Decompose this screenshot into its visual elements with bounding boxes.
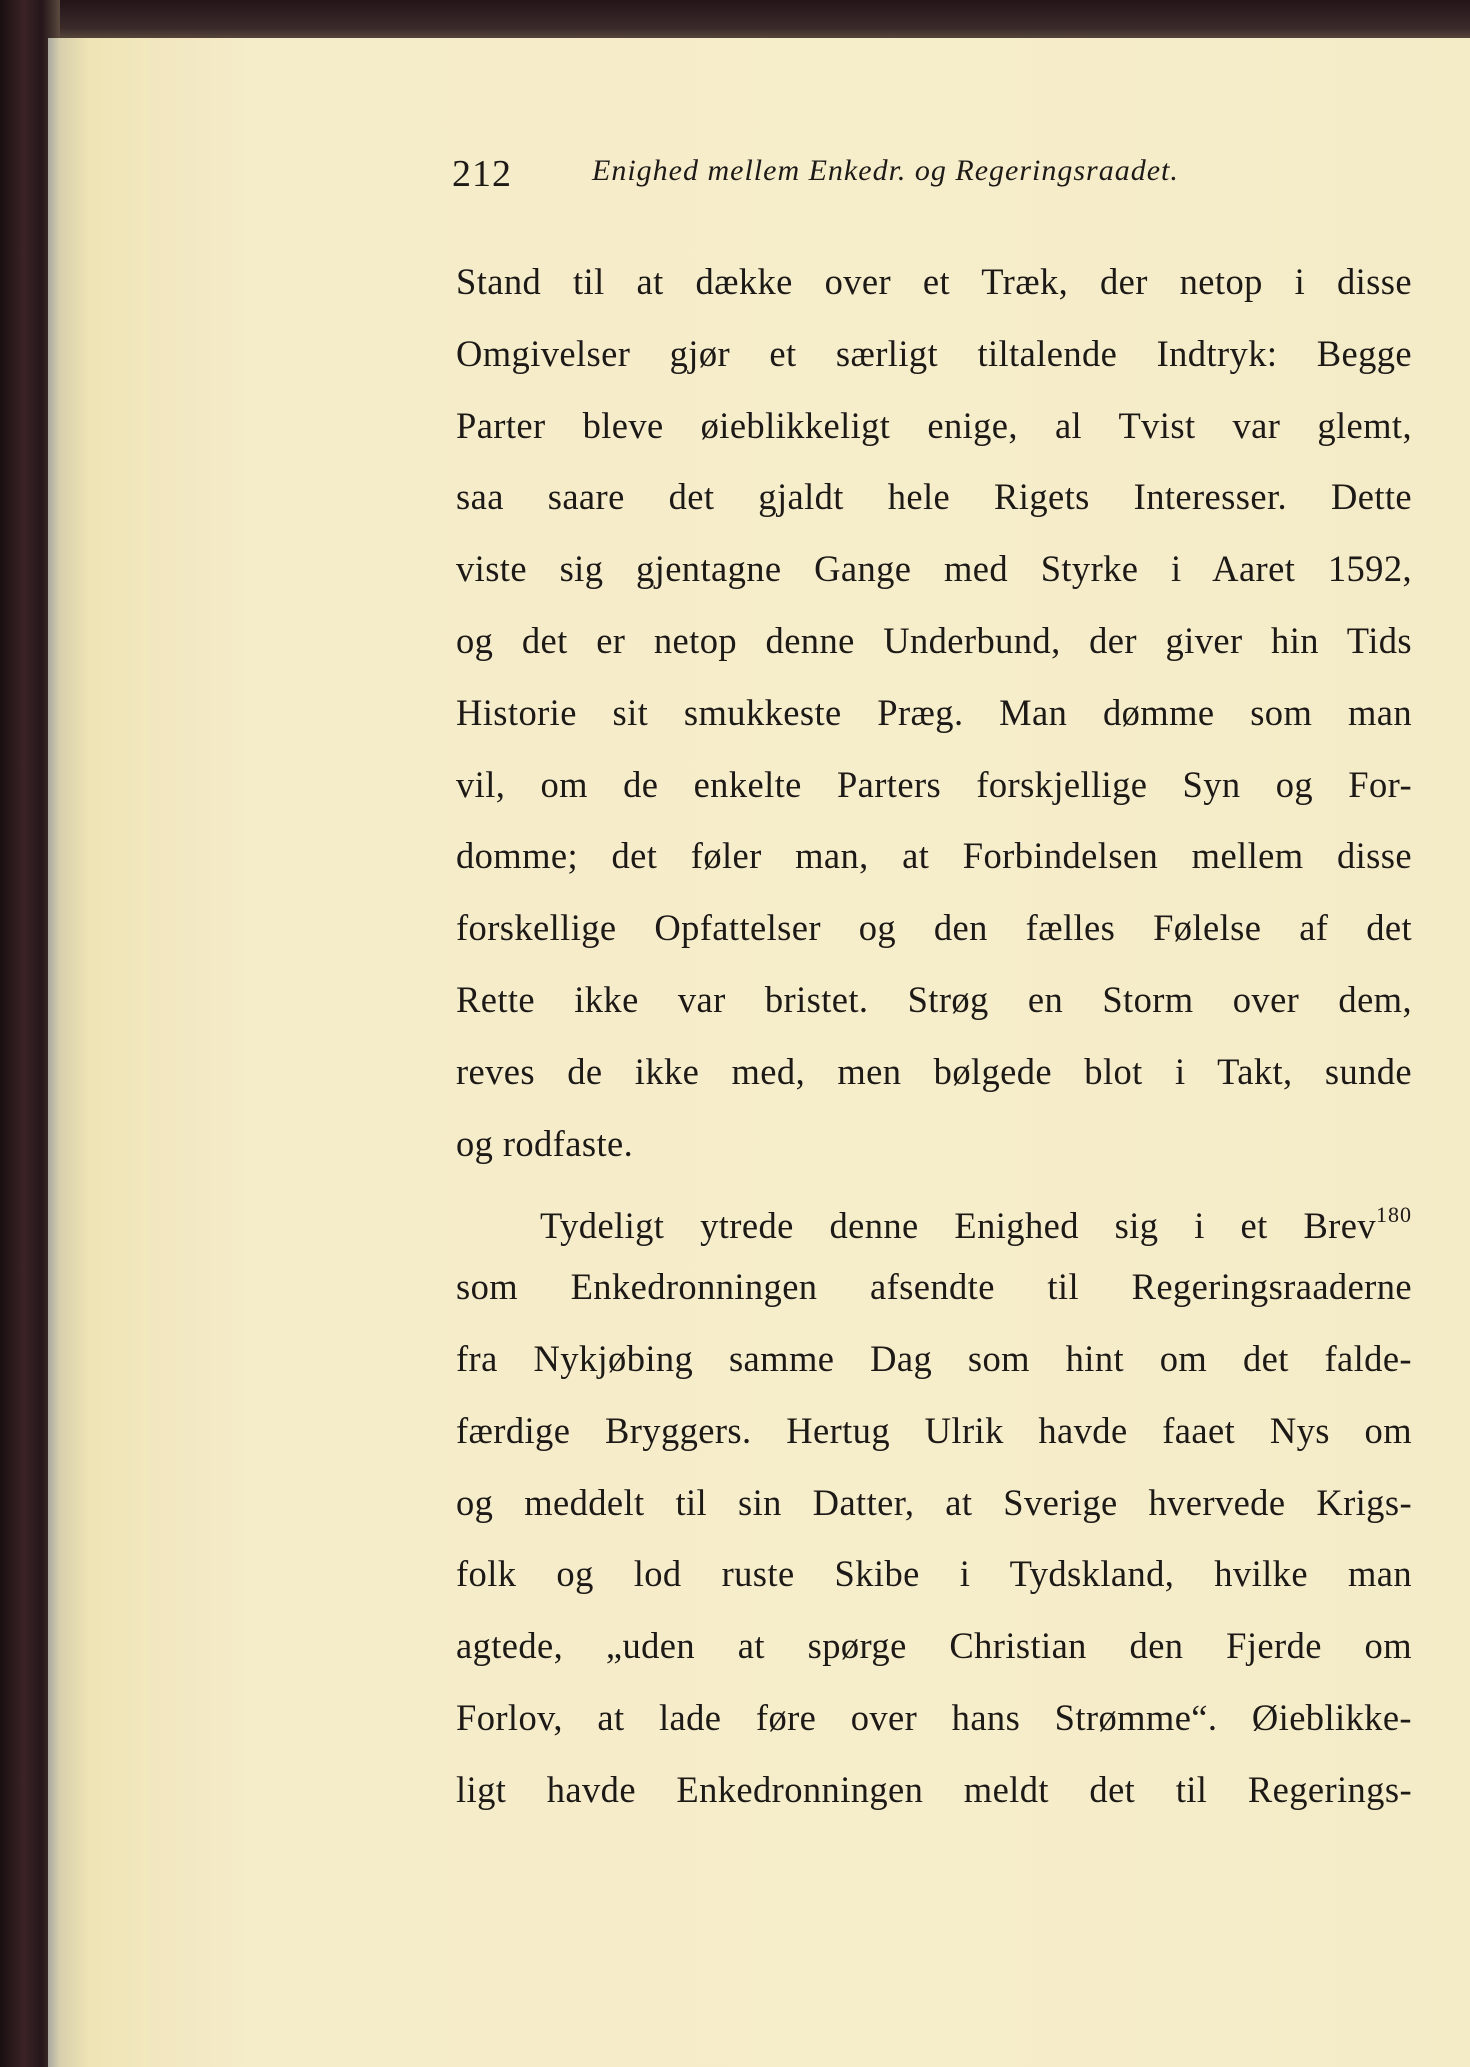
text-line: Stand til at dække over et Træk, der netop i disse xyxy=(456,261,1412,302)
text-line: domme; det føler man, at Forbindelsen mellem disse xyxy=(456,835,1412,877)
text-line: vil, om de enkelte Parters forskjellige Syn og For- xyxy=(456,763,1412,805)
text-line: færdige Bryggers. Hertug Ulrik havde faaet Nys om xyxy=(456,1409,1412,1451)
footnote-reference: 180 xyxy=(1376,1202,1412,1228)
text-line: reves de ikke med, men bølgede blot i Takt, sunde xyxy=(456,1050,1412,1092)
text-line: folk og lod ruste Skibe i Tydskland, hvilke man xyxy=(456,1553,1412,1595)
text-line: Historie sit smukkeste Præg. Man dømme som man xyxy=(456,691,1412,733)
text-line: og meddelt til sin Datter, at Sverige hvervede Krigs- xyxy=(456,1481,1412,1523)
text-line: forskellige Opfattelser og den fælles Følelse af det xyxy=(456,907,1412,949)
page-number: 212 xyxy=(452,153,512,195)
text-line: ligt havde Enkedronningen meldt det til Regerings- xyxy=(456,1768,1412,1810)
text-line: viste sig gjentagne Gange med Styrke i Aaret 1592, xyxy=(456,548,1412,590)
paragraph-first-line-text: Tydeligt ytrede denne Enighed sig i et Brev xyxy=(540,1205,1376,1247)
text-line: Omgivelser gjør et særligt tiltalende Indtryk: Begge xyxy=(456,332,1412,374)
text-line: Parter bleve øieblikkeligt enige, al Tvist var glemt, xyxy=(456,404,1412,446)
text-line: og det er netop denne Underbund, der giver hin Tids xyxy=(456,619,1412,661)
text-line: saa saare det gjaldt hele Rigets Interesser. Dette xyxy=(456,476,1412,518)
book-top-edge xyxy=(0,0,1470,40)
text-line: som Enkedronningen afsendte til Regeringsraaderne xyxy=(456,1266,1412,1308)
running-title: Enighed mellem Enkedr. og Regeringsraadet. xyxy=(592,154,1179,187)
text-line: Forlov, at lade føre over hans Strømme“. Øieblikke- xyxy=(456,1696,1412,1738)
paragraph-first-line xyxy=(456,1185,1412,1257)
text-line: og rodfaste. xyxy=(456,1122,634,1164)
text-line: Rette ikke var bristet. Strøg en Storm over dem, xyxy=(456,978,1412,1020)
page-header xyxy=(452,150,1352,210)
text-line: fra Nykjøbing samme Dag som hint om det falde- xyxy=(456,1337,1412,1379)
body-text xyxy=(456,252,1412,1832)
text-line: agtede, „uden at spørge Christian den Fjerde om xyxy=(456,1625,1412,1667)
